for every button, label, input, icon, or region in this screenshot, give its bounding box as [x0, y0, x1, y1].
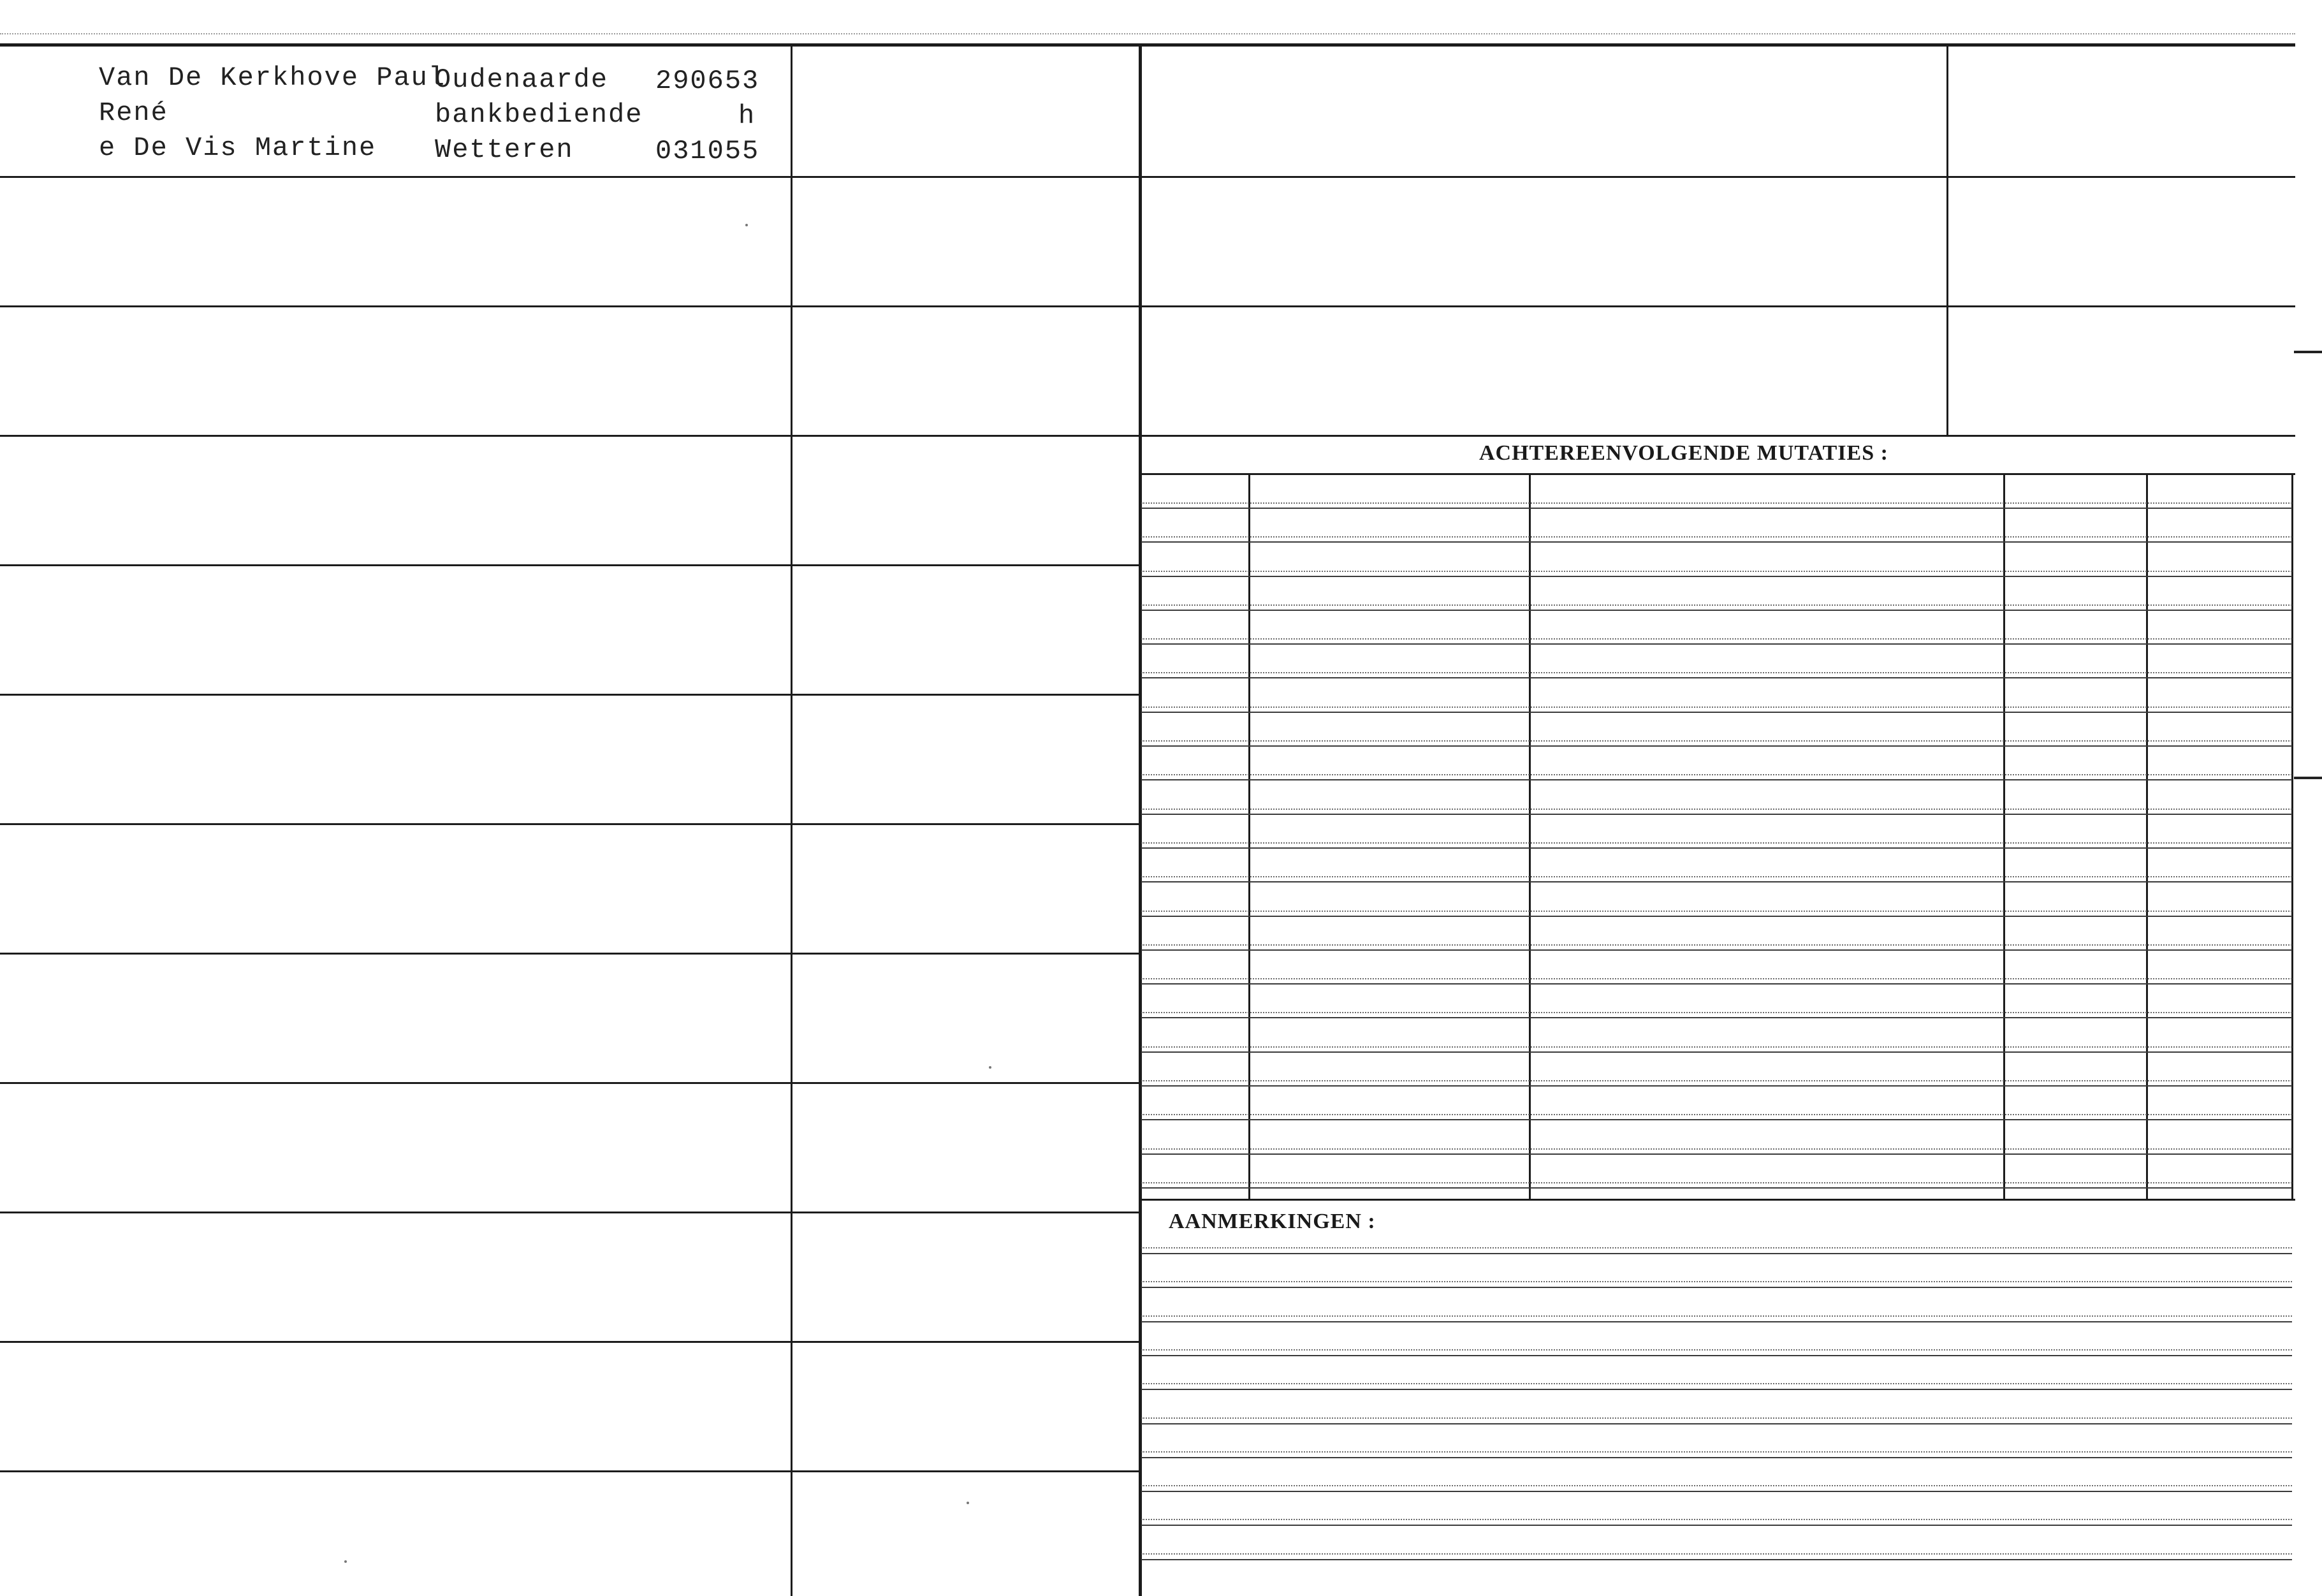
remarks-line	[1141, 1423, 2292, 1424]
mutations-row-dotted-rule	[1141, 571, 2292, 572]
mutations-row-dotted-rule	[1141, 604, 2292, 606]
mutations-row-rule	[1141, 779, 2292, 780]
entry-name-line3: e De Vis Martine	[99, 133, 377, 163]
mutations-row-dotted-rule	[1141, 911, 2292, 912]
mutations-row-dotted-rule	[1141, 978, 2292, 979]
entry-code-line2: h	[738, 101, 756, 131]
remarks-dotted-line	[1141, 1349, 2292, 1351]
remarks-dotted-line	[1141, 1485, 2292, 1486]
row-line	[0, 1212, 1141, 1213]
mutations-row-rule	[1141, 983, 2292, 985]
entry-name-line2: René	[99, 98, 168, 128]
mutations-row-rule	[1141, 1051, 2292, 1053]
mutations-row-rule	[1141, 1085, 2292, 1087]
mutations-col-divider	[2146, 475, 2148, 1200]
remarks-dotted-line	[1141, 1247, 2292, 1248]
mutations-bottom-line	[1141, 1199, 2295, 1201]
mutations-row-dotted-rule	[1141, 1114, 2292, 1115]
mutations-row-dotted-rule	[1141, 536, 2292, 538]
mutations-row-dotted-rule	[1141, 706, 2292, 708]
mutations-row-rule	[1141, 916, 2292, 917]
main-column-divider	[1139, 45, 1142, 1596]
entry-place-line3: Wetteren	[435, 135, 574, 165]
mutations-row-rule	[1141, 541, 2292, 543]
entry-date-line3: 031055	[655, 136, 760, 166]
mutations-row-dotted-rule	[1141, 502, 2292, 504]
remarks-line	[1141, 1457, 2292, 1458]
remarks-dotted-line	[1141, 1553, 2292, 1555]
mutations-row-rule	[1141, 610, 2292, 611]
mutations-col-divider	[2003, 475, 2005, 1200]
mutations-row-dotted-rule	[1141, 1046, 2292, 1048]
mutations-row-dotted-rule	[1141, 842, 2292, 844]
row-line	[0, 435, 1141, 437]
mutations-row-rule	[1141, 814, 2292, 815]
scan-speck	[745, 224, 748, 226]
margin-tick	[2294, 351, 2322, 353]
row-line	[0, 176, 1141, 178]
mutations-row-rule	[1141, 847, 2292, 849]
mutations-row-dotted-rule	[1141, 774, 2292, 775]
scan-speck	[989, 1066, 991, 1069]
remarks-line	[1141, 1525, 2292, 1526]
mutations-col-divider	[1529, 475, 1531, 1200]
entry-occupation: bankbediende	[435, 99, 643, 130]
mutations-row-rule	[1141, 576, 2292, 577]
row-line	[0, 823, 1141, 825]
mutations-row-rule	[1141, 1187, 2292, 1189]
entry-place-line1: Oudenaarde	[435, 64, 609, 95]
scan-speck	[967, 1502, 969, 1504]
remarks-line	[1141, 1491, 2292, 1492]
left-column-divider	[791, 45, 792, 1596]
right-row-line	[1141, 435, 2295, 437]
mutations-col-divider	[1248, 475, 1250, 1200]
entry-name-line1: Van De Kerkhove Paul	[99, 62, 446, 93]
remarks-dotted-line	[1141, 1519, 2292, 1520]
mutations-row-rule	[1141, 1017, 2292, 1018]
mutations-row-rule	[1141, 1119, 2292, 1120]
remarks-line	[1141, 1253, 2292, 1254]
mutations-row-rule	[1141, 949, 2292, 951]
mutations-col-divider	[2291, 475, 2293, 1200]
mutations-row-dotted-rule	[1141, 1148, 2292, 1150]
mutations-row-rule	[1141, 712, 2292, 713]
remarks-line	[1141, 1389, 2292, 1390]
mutations-row-dotted-rule	[1141, 638, 2292, 640]
remarks-dotted-line	[1141, 1417, 2292, 1419]
remarks-line	[1141, 1321, 2292, 1322]
mutations-row-rule	[1141, 643, 2292, 645]
mutations-row-dotted-rule	[1141, 944, 2292, 946]
row-line	[0, 1082, 1141, 1084]
mutations-row-dotted-rule	[1141, 1012, 2292, 1013]
right-top-divider	[1946, 45, 1948, 435]
row-line	[0, 694, 1141, 696]
mutations-header-line	[1141, 473, 2295, 475]
remarks-line	[1141, 1559, 2292, 1560]
mutations-row-dotted-rule	[1141, 1182, 2292, 1183]
remarks-dotted-line	[1141, 1383, 2292, 1384]
mutations-row-dotted-rule	[1141, 809, 2292, 810]
mutations-row-rule	[1141, 745, 2292, 747]
mutations-row-dotted-rule	[1141, 876, 2292, 877]
right-row-line	[1141, 305, 2295, 307]
margin-tick	[2294, 777, 2322, 779]
mutations-row-rule	[1141, 508, 2292, 509]
scan-speck	[344, 1560, 347, 1563]
mutations-row-rule	[1141, 1153, 2292, 1155]
row-line	[0, 1470, 1141, 1472]
mutations-row-dotted-rule	[1141, 672, 2292, 673]
mutations-title: ACHTEREENVOLGENDE MUTATIES :	[1479, 441, 1888, 465]
entry-date-line1: 290653	[655, 66, 760, 96]
mutations-row-dotted-rule	[1141, 740, 2292, 742]
row-line	[0, 305, 1141, 307]
remarks-dotted-line	[1141, 1281, 2292, 1282]
mutations-row-rule	[1141, 677, 2292, 678]
remarks-line	[1141, 1355, 2292, 1356]
remarks-dotted-line	[1141, 1315, 2292, 1317]
top-scan-edge	[0, 33, 2295, 34]
remarks-title: AANMERKINGEN :	[1169, 1210, 1376, 1233]
remarks-line	[1141, 1287, 2292, 1288]
mutations-row-dotted-rule	[1141, 1080, 2292, 1081]
mutations-row-rule	[1141, 881, 2292, 882]
top-border	[0, 43, 2295, 47]
row-line	[0, 953, 1141, 955]
row-line	[0, 1341, 1141, 1343]
row-line	[0, 564, 1141, 566]
right-row-line	[1141, 176, 2295, 178]
remarks-dotted-line	[1141, 1451, 2292, 1453]
